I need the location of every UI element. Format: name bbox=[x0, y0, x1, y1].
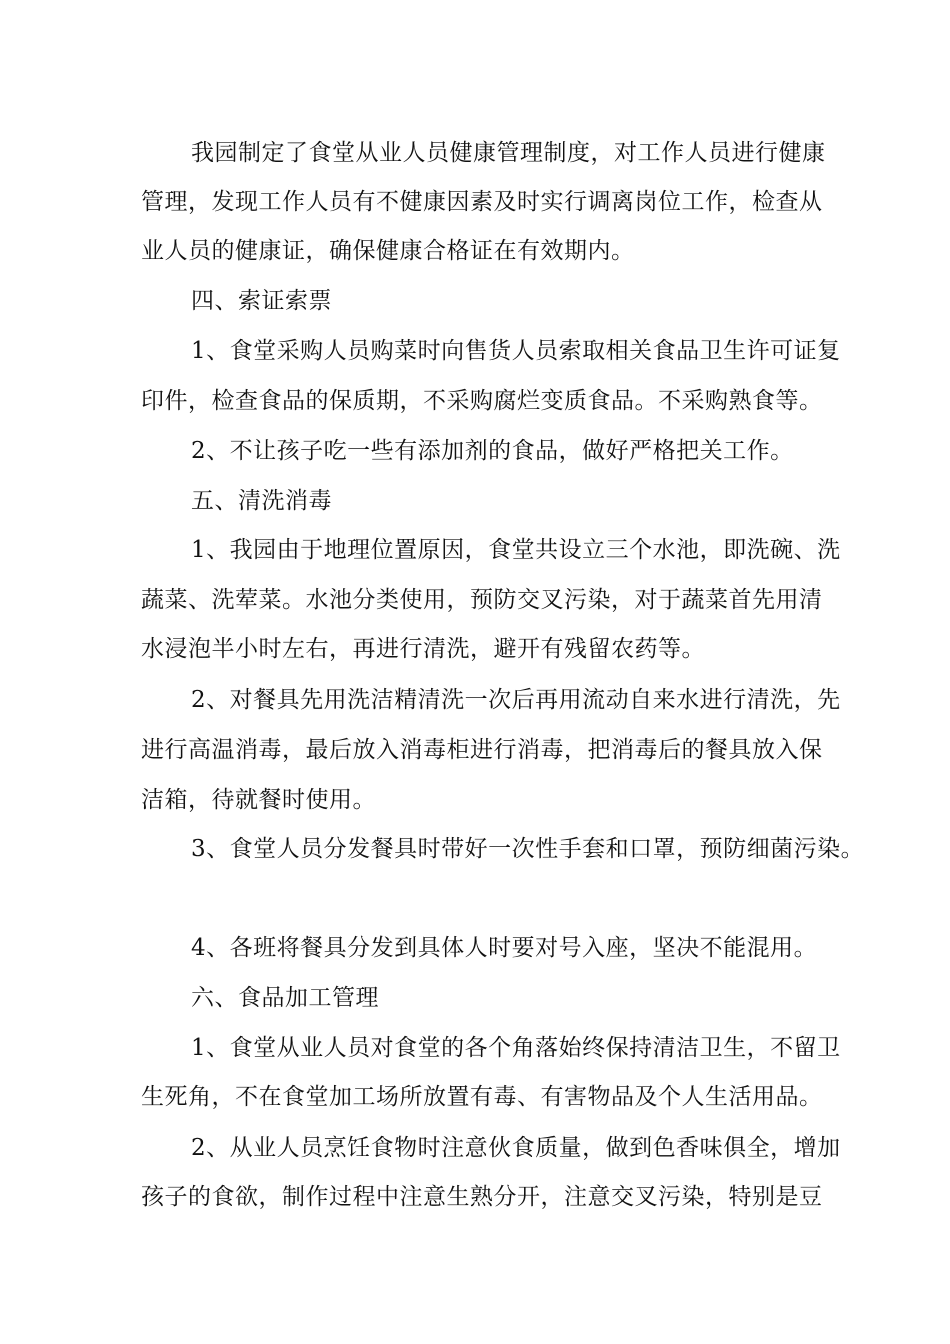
text-line: 我园制定了食堂从业人员健康管理制度，对工作人员进行健康 bbox=[191, 140, 826, 166]
text-line: 1、食堂采购人员购菜时向售货人员索取相关食品卫生许可证复 bbox=[191, 338, 841, 364]
text-line: 印件，检查食品的保质期，不采购腐烂变质食品。不采购熟食等。 bbox=[141, 388, 823, 414]
section-heading: 五、清洗消毒 bbox=[191, 488, 332, 514]
text-line: 2、不让孩子吃一些有添加剂的食品，做好严格把关工作。 bbox=[191, 438, 794, 464]
text-line: 业人员的健康证，确保健康合格证在有效期内。 bbox=[141, 238, 635, 264]
text-line: 孩子的食欲，制作过程中注意生熟分开，注意交叉污染，特别是豆 bbox=[141, 1184, 823, 1210]
text-line: 水浸泡半小时左右，再进行清洗，避开有残留农药等。 bbox=[141, 636, 705, 662]
text-line: 2、从业人员烹饪食物时注意伙食质量，做到色香味俱全，增加 bbox=[191, 1135, 841, 1161]
text-line: 1、我园由于地理位置原因，食堂共设立三个水池，即洗碗、洗 bbox=[191, 537, 841, 563]
text-line: 进行高温消毒，最后放入消毒柜进行消毒，把消毒后的餐具放入保 bbox=[141, 737, 823, 763]
text-line: 2、对餐具先用洗洁精清洗一次后再用流动自来水进行清洗，先 bbox=[191, 687, 841, 713]
text-line: 1、食堂从业人员对食堂的各个角落始终保持清洁卫生，不留卫 bbox=[191, 1035, 841, 1061]
section-heading: 四、索证索票 bbox=[191, 288, 332, 314]
text-line: 蔬菜、洗荤菜。水池分类使用，预防交叉污染，对于蔬菜首先用清 bbox=[141, 587, 823, 613]
section-heading: 六、食品加工管理 bbox=[191, 985, 379, 1011]
text-line: 洁箱，待就餐时使用。 bbox=[141, 787, 376, 813]
text-line: 管理，发现工作人员有不健康因素及时实行调离岗位工作，检查从 bbox=[141, 189, 823, 215]
text-line: 4、各班将餐具分发到具体人时要对号入座，坚决不能混用。 bbox=[191, 935, 818, 961]
text-line: 3、食堂人员分发餐具时带好一次性手套和口罩，预防细菌污染。 bbox=[191, 836, 865, 862]
text-line: 生死角，不在食堂加工场所放置有毒、有害物品及个人生活用品。 bbox=[141, 1084, 823, 1110]
